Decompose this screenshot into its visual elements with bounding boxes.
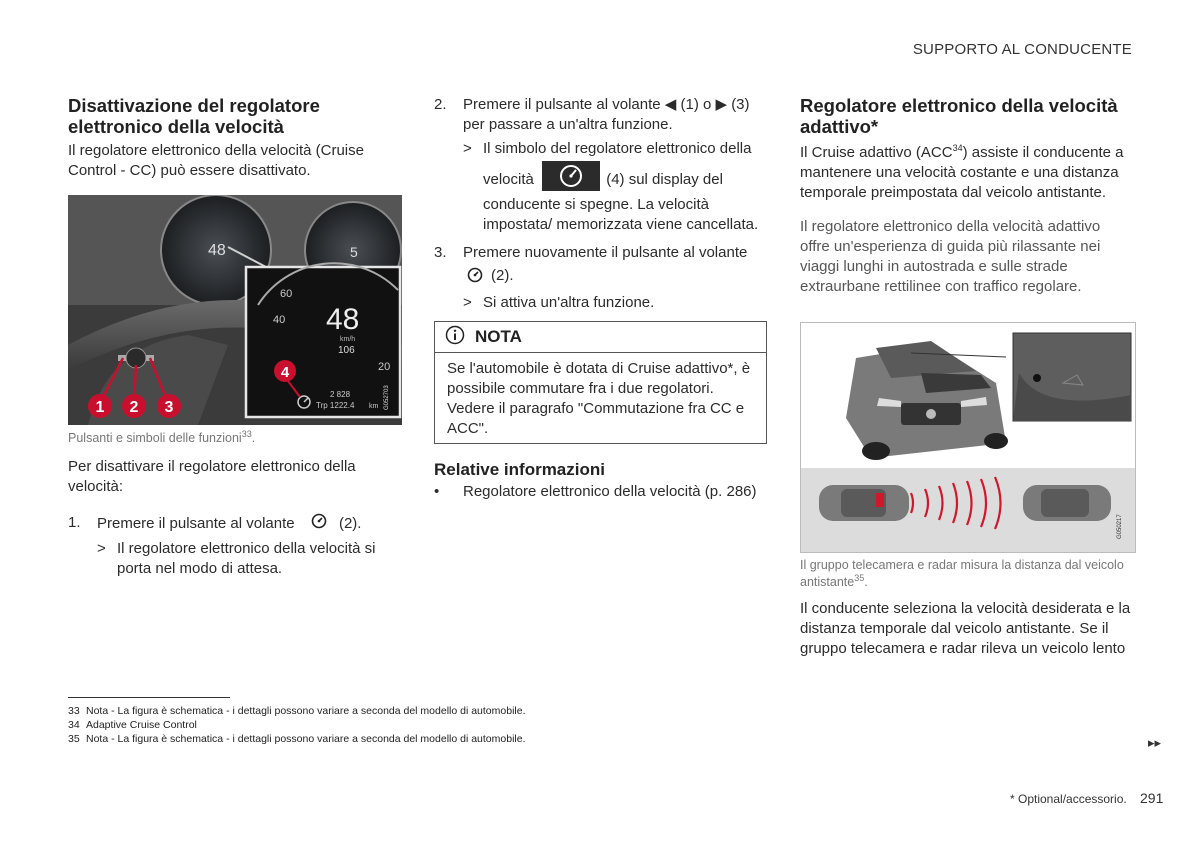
step-3-result: > Si attiva un'altra funzione. [463, 294, 655, 311]
odometer: 2 828 [330, 390, 351, 399]
own-car-top [819, 485, 909, 521]
car-radar-illustration [801, 323, 1135, 552]
upper-rpm-readout: 5 [350, 244, 358, 260]
acc-paragraph-3: Il conducente seleziona la velocità desiderata e la distanza temporale dal veicolo antistante. Se il gruppo telecamera e radar rileva un veicolo lento [800, 600, 1131, 657]
acc-paragraph-1: Il Cruise adattivo (ACC$^{34}$) assiste il conducente a mantenere una velocità costante e una distanza temporale preimpostata dal veicolo antistante. [800, 143, 1124, 201]
procedure-intro: Per disattivare il regolatore elettronico della velocità: [68, 458, 356, 495]
figure-code-left: G052703 [384, 385, 390, 410]
tick-40: 40 [273, 314, 286, 326]
footnote-rule [68, 697, 230, 698]
car-ahead-top [1023, 485, 1111, 521]
acc-paragraph-2: Il regolatore elettronico della velocità adattivo offre un'esperienza di guida più rilassante nei viaggi lunghi in autostrada e sulle strade extraurbane rettilinee con traffico regolare. [800, 218, 1101, 295]
steering-wheel-illustration [68, 195, 402, 425]
cruise-button-icon [311, 513, 327, 535]
footnote-33: 33 Nota - La figura è schematica - i dettagli possono variare a seconda del modello di automobile. [68, 705, 526, 717]
upper-speed-readout: 48 [208, 242, 226, 259]
step-1: 1. Premere il pulsante al volante (2). [68, 513, 403, 535]
step-2-result: > Il simbolo del regolatore elettronico della velocità (4) sul display del conducente si spegne. La velocità impostata/ memorizzata viene cancellata. [463, 140, 759, 233]
left-procedure [68, 457, 403, 579]
zoom-speed-unit: km/h [340, 336, 356, 343]
right-column [800, 95, 1134, 297]
radar-figure [800, 322, 1136, 553]
section-title-disattivazione: Disattivazione del regolatore elettronico della velocità [68, 95, 320, 137]
svg-text:2: 2 [129, 399, 139, 416]
related-item: • Regolatore elettronico della velocità (p. 286) [434, 482, 766, 502]
left-column [68, 95, 403, 181]
step-1-result: > Il regolatore elettronico della velocità si porta nel modo di attesa. [97, 540, 376, 577]
nota-title: NOTA [475, 327, 522, 346]
related-info [434, 460, 766, 502]
footnote-34: 34 Adaptive Cruise Control [68, 719, 197, 731]
nota-header [435, 322, 766, 353]
footnote-35: 35 Nota - La figura è schematica - i dettagli possono variare a seconda del modello di automobile. [68, 733, 526, 745]
zoom-set-speed: 106 [338, 345, 355, 356]
cruise-button-icon-2 [467, 267, 483, 289]
cruise-symbol-display-icon [542, 161, 600, 191]
trip-unit: km [369, 403, 379, 410]
running-header: SUPPORTO AL CONDUCENTE [912, 41, 1132, 58]
steering-wheel-figure [68, 195, 402, 425]
figure-caption-right: Il gruppo telecamera e radar misura la distanza dal veicolo antistante$^{35}$. [800, 558, 1124, 589]
optional-note: * Optional/accessorio. [1010, 792, 1127, 806]
step-3: 3. Premere nuovamente il pulsante al volante (2). [434, 243, 766, 289]
tick-60: 60 [280, 288, 293, 300]
page-number: 291 [1140, 790, 1164, 806]
svg-text:4: 4 [280, 364, 290, 381]
middle-column [434, 95, 766, 313]
zoom-speed-readout: 48 [326, 303, 360, 336]
related-link[interactable]: Regolatore elettronico della velocità (p. 286) [463, 483, 757, 500]
section-title-acc: Regolatore elettronico della velocità adattivo* [800, 95, 1118, 137]
callout-2 [122, 394, 146, 418]
trip-meter: Trp 1222.4 [316, 401, 355, 410]
svg-text:1: 1 [95, 399, 105, 416]
nota-box [434, 321, 767, 444]
tick-20: 20 [378, 361, 391, 373]
figure-caption-left: Pulsanti e simboli delle funzioni$^{33}$. [68, 428, 256, 445]
callout-3 [157, 394, 181, 418]
step-2: 2. Premere il pulsante al volante ◀ (1) o ▶ (3) per passare a un'altra funzione. [434, 96, 750, 133]
figure-code-right: G050217 [1117, 514, 1123, 539]
info-icon [445, 325, 465, 350]
related-title: Relative informazioni [434, 460, 605, 479]
svg-text:3: 3 [164, 399, 174, 416]
callout-1 [88, 394, 112, 418]
continue-arrows-icon: ▸▸ [1148, 735, 1162, 750]
intro-paragraph: Il regolatore elettronico della velocità (Cruise Control - CC) può essere disattivato. [68, 142, 364, 179]
nota-body: Se l'automobile è dotata di Cruise adattivo*, è possibile commutare fra i due regolatori. Vedere il paragrafo "Commutazione fra CC e ACC". [447, 360, 751, 437]
